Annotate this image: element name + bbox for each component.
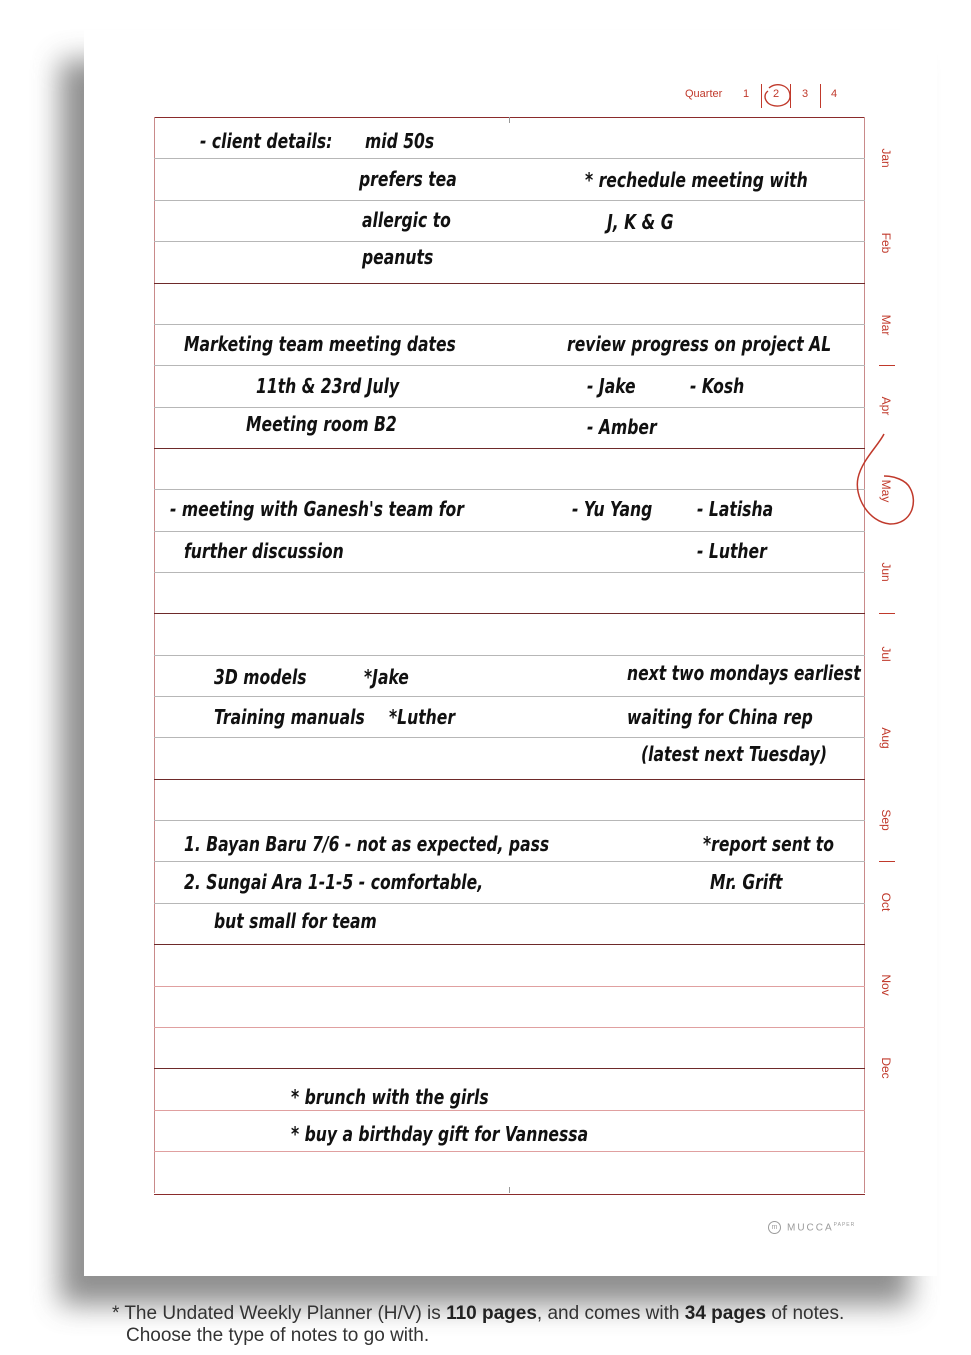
section-line <box>154 613 865 614</box>
note-marketing-dates: 11th & 23rd July <box>256 374 400 398</box>
note-ganesh-meeting-2: further discussion <box>184 539 344 563</box>
note-schedule: (latest next Tuesday) <box>641 742 827 766</box>
note-ganesh-meeting: - meeting with Ganesh's team for <box>170 497 464 521</box>
section-line <box>154 448 865 449</box>
notes-frame <box>154 117 865 1195</box>
ruled-line <box>154 572 865 573</box>
note-report: *report sent to <box>703 832 834 856</box>
month-tab-jan[interactable]: Jan <box>879 148 893 168</box>
quarter-3[interactable]: 3 <box>801 88 809 100</box>
note-personal: * brunch with the girls <box>291 1085 489 1109</box>
note-report: Mr. Grift <box>710 870 783 894</box>
section-line <box>154 779 865 780</box>
ruled-line <box>154 903 865 904</box>
month-tab-oct[interactable]: Oct <box>879 892 893 912</box>
month-selected-circle-icon <box>852 430 918 530</box>
ruled-line <box>154 407 865 408</box>
ruled-line <box>154 200 865 201</box>
ruled-line <box>154 1110 865 1111</box>
brand-mark-icon: m <box>768 1221 781 1234</box>
quarter-selected-circle-icon <box>761 82 793 110</box>
ruled-line <box>154 324 865 325</box>
ruled-line <box>154 655 865 656</box>
month-group-divider <box>879 613 895 614</box>
month-tab-sep[interactable]: Sep <box>879 809 893 831</box>
hand-drawn-divider <box>506 144 509 600</box>
ruled-line <box>154 861 865 862</box>
ruled-line <box>154 1027 865 1028</box>
note-site-visit: 2. Sungai Ara 1-1-5 - comfortable, <box>184 870 484 894</box>
quarter-2[interactable]: 2 <box>772 88 780 100</box>
quarter-divider <box>820 84 821 108</box>
month-tab-jul[interactable]: Jul <box>879 646 893 662</box>
section-line <box>154 1068 865 1069</box>
note-client-detail: mid 50s <box>365 129 435 153</box>
note-site-visit: but small for team <box>214 909 377 933</box>
brand-name: $MUCCA^{PAPER}$ <box>787 1221 856 1234</box>
note-schedule: next two mondays earliest <box>627 661 861 685</box>
note-reschedule-names: J, K & G <box>607 210 674 234</box>
center-tick <box>509 117 510 123</box>
ruled-line <box>154 489 865 490</box>
note-team-member: - Yu Yang <box>572 497 653 521</box>
ruled-line <box>154 241 865 242</box>
month-tab-may[interactable]: May <box>879 479 893 503</box>
note-client-detail: allergic to <box>362 208 451 232</box>
ruled-line <box>154 531 865 532</box>
note-review-member: - Jake <box>587 374 636 398</box>
note-team-member: - Latisha <box>697 497 774 521</box>
brand-logo <box>768 1221 855 1234</box>
month-tab-mar[interactable]: Mar <box>879 314 893 336</box>
month-group-divider <box>879 365 895 366</box>
note-review-member: - Amber <box>587 415 657 439</box>
note-client-detail: prefers tea <box>359 167 457 191</box>
month-group-divider <box>879 861 895 862</box>
note-task-owner: *Jake <box>364 665 409 689</box>
section-line <box>154 283 865 284</box>
footnote-line-2: Choose the type of notes to go with. <box>126 1325 430 1346</box>
center-tick <box>509 1187 510 1193</box>
month-tab-feb[interactable]: Feb <box>879 232 893 254</box>
note-schedule: waiting for China rep <box>627 705 813 729</box>
quarter-1[interactable]: 1 <box>742 88 750 100</box>
note-task: 3D models <box>214 665 307 689</box>
note-review-progress: review progress on project AL <box>567 332 832 356</box>
quarter-label: Quarter <box>685 88 723 100</box>
note-marketing-room: Meeting room B2 <box>246 412 397 436</box>
ruled-line <box>154 365 865 366</box>
month-tab-nov[interactable]: Nov <box>879 974 893 996</box>
ruled-line <box>154 158 865 159</box>
note-personal: * buy a birthday gift for Vannessa <box>291 1122 589 1146</box>
note-client-details-label: - client details: <box>200 129 333 153</box>
note-marketing-title: Marketing team meeting dates <box>184 332 456 356</box>
quarter-4[interactable]: 4 <box>830 88 838 100</box>
ruled-line <box>154 737 865 738</box>
section-line <box>154 944 865 945</box>
product-footnote <box>112 1303 932 1347</box>
ruled-line <box>154 696 865 697</box>
note-site-visit: 1. Bayan Baru 7/6 - not as expected, pass <box>184 832 550 856</box>
note-reschedule: * rechedule meeting with <box>585 168 808 192</box>
ruled-line <box>154 820 865 821</box>
note-task-owner: *Luther <box>389 705 456 729</box>
ruled-line <box>154 986 865 987</box>
month-tab-jun[interactable]: Jun <box>879 562 893 582</box>
ruled-line <box>154 1151 865 1152</box>
footnote-line-1: * The Undated Weekly Planner (H/V) is 110 pages, and comes with 34 pages of notes. <box>112 1303 845 1324</box>
note-team-member: - Luther <box>697 539 767 563</box>
month-tab-aug[interactable]: Aug <box>879 727 893 749</box>
month-tab-apr[interactable]: Apr <box>879 396 893 416</box>
note-review-member: - Kosh <box>690 374 745 398</box>
note-client-detail: peanuts <box>362 245 434 269</box>
note-task: Training manuals <box>214 705 365 729</box>
month-tab-dec[interactable]: Dec <box>879 1057 893 1079</box>
